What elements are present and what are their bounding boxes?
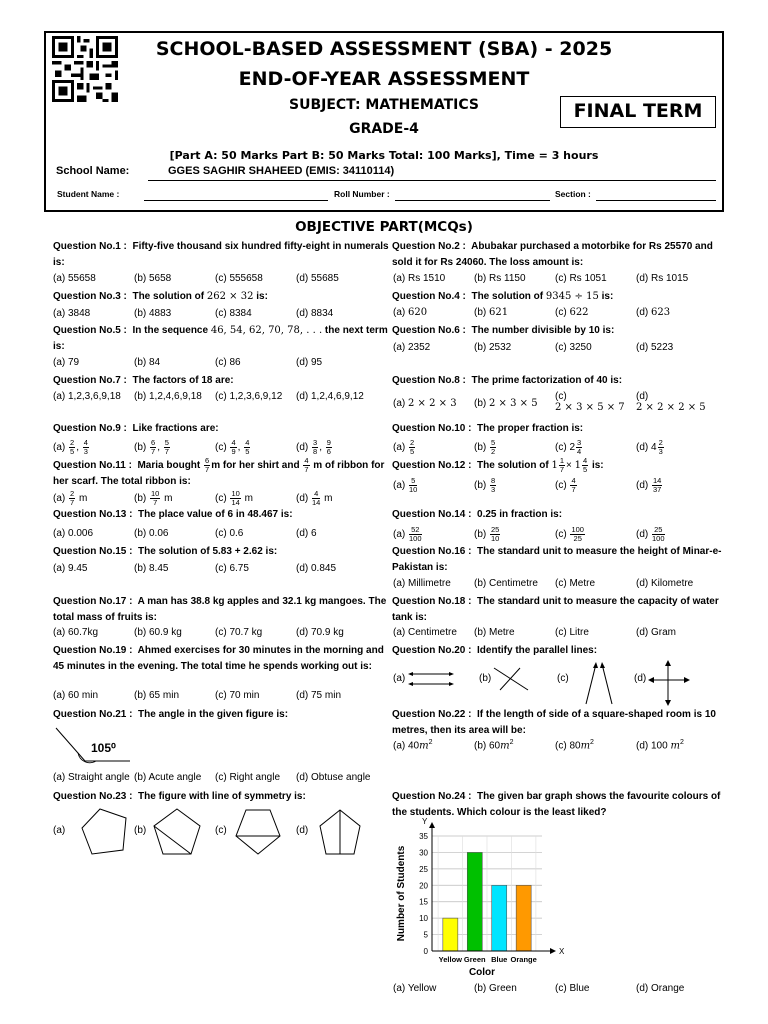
- q7-option-a[interactable]: (a) 1,2,3,6,9,18: [53, 391, 121, 402]
- question-9: Question No.9 : Like fractions are:: [53, 423, 219, 434]
- q6-option-b[interactable]: (b) 2532: [474, 342, 512, 353]
- question-13: Question No.13 : The place value of 6 in 48.467 is:: [53, 509, 293, 520]
- q16-option-d[interactable]: (d) Kilometre: [636, 578, 694, 589]
- q1-option-d[interactable]: (d) 55685: [296, 273, 339, 284]
- x-axis-name: X: [559, 947, 565, 956]
- question-22: Question No.22 : If the length of side of a square-shaped room is 10 metres, then its area will be:: [392, 709, 716, 736]
- q16-option-c[interactable]: (c) Metre: [555, 578, 595, 589]
- q4-option-c[interactable]: (c) 622: [555, 307, 589, 318]
- q4-option-a[interactable]: (a) 620: [393, 307, 428, 318]
- question-2: Question No.2 : Abubakar purchased a motorbike for Rs 25570 and sold it for Rs 24060. The loss amount is:: [392, 241, 713, 268]
- q13-option-b[interactable]: (b) 0.06: [134, 528, 169, 539]
- q23-option-b[interactable]: (b): [134, 825, 147, 836]
- q12-option-c[interactable]: (c) $\frac{4}{7}$: [555, 476, 576, 494]
- y-axis-name: Y: [422, 817, 428, 826]
- question-21: Question No.21 : The angle in the given figure is:: [53, 709, 289, 720]
- q17-option-a[interactable]: (a) 60.7kg: [53, 627, 99, 638]
- q9-option-c[interactable]: (c) $\frac{4}{9}$ , $\frac{4}{5}$: [215, 438, 250, 456]
- q10-option-c[interactable]: (c) 2 $\frac{3}{4}$: [555, 438, 582, 456]
- q6-option-d[interactable]: (d) 5223: [636, 342, 674, 353]
- q2-option-c[interactable]: (c) Rs 1051: [555, 273, 607, 284]
- x-tick-label: Green: [463, 955, 486, 964]
- y-axis-arrow: [429, 822, 435, 828]
- roll-number-field[interactable]: [395, 200, 550, 201]
- y-tick-label: 15: [419, 897, 428, 907]
- y-tick-label: 25: [419, 864, 428, 874]
- q11-option-d[interactable]: (d) $\frac{4}{14}$ m: [296, 489, 333, 507]
- q12-option-b[interactable]: (b) $\frac{8}{3}$: [474, 476, 496, 494]
- q24-option-c[interactable]: (c) Blue: [555, 983, 590, 994]
- pentagon-a-icon: [80, 808, 128, 856]
- question-12: Question No.12 : The solution of 1 $\frac{1}{7}$ × 1 $\frac{4}{5}$ is:: [392, 456, 604, 474]
- x-axis-label: Color: [468, 967, 496, 978]
- perpendicular-lines-icon: [646, 658, 692, 708]
- converging-lines-icon: [580, 660, 616, 708]
- assessment-subtitle: END-OF-YEAR ASSESSMENT: [238, 68, 530, 90]
- q19-option-c[interactable]: (c) 70 min: [215, 690, 260, 701]
- question-14: Question No.14 : 0.25 in fraction is:: [392, 509, 563, 520]
- q13-option-c[interactable]: (c) 0.6: [215, 528, 244, 539]
- q11-option-a[interactable]: (a) $\frac{2}{7}$ m: [53, 489, 88, 507]
- y-tick-label: 20: [419, 881, 428, 891]
- question-4: Question No.4 : The solution of 9345 ÷ 15 is:: [392, 291, 614, 302]
- q24-option-a[interactable]: (a) Yellow: [393, 983, 437, 994]
- y-tick-label: 5: [423, 930, 428, 940]
- q15-option-b[interactable]: (b) 8.45: [134, 563, 169, 574]
- q8-option-a[interactable]: (a) 2 × 2 × 3: [393, 398, 457, 409]
- question-3: Question No.3 : The solution of 262 × 32 is:: [53, 291, 268, 302]
- assessment-title: SCHOOL-BASED ASSESSMENT (SBA) - 2025: [155, 38, 613, 60]
- intersecting-lines-icon: [490, 664, 534, 694]
- q20-option-d[interactable]: (d): [634, 673, 647, 684]
- q18-option-a[interactable]: (a) Centimetre: [393, 627, 457, 638]
- q5-option-a[interactable]: (a) 79: [53, 357, 80, 368]
- q21-option-a[interactable]: (a) Straight angle: [53, 772, 130, 783]
- q22-option-d[interactable]: (d) 100 $m^2$: [636, 739, 684, 752]
- x-axis-arrow: [550, 948, 556, 954]
- q1-option-b[interactable]: (b) 5658: [134, 273, 172, 284]
- question-6: Question No.6 : The number divisible by 10 is:: [392, 325, 615, 336]
- q10-option-d[interactable]: (d) 4 $\frac{2}{3}$: [636, 438, 663, 456]
- section-field[interactable]: [596, 200, 716, 201]
- student-name-field[interactable]: [144, 200, 328, 201]
- q4-option-b[interactable]: (b) 621: [474, 307, 509, 318]
- question-11: Question No.11 : Maria bought $\frac{6}{7}$ m for her shirt and $\frac{4}{7}$ m of ribbon for her scarf. The total ribbon is:: [53, 456, 385, 488]
- q10-option-b[interactable]: (b) $\frac{5}{2}$: [474, 438, 496, 456]
- q22-option-c[interactable]: (c) $80m^2$: [555, 739, 594, 752]
- q10-option-a[interactable]: (a) $\frac{2}{5}$: [393, 438, 415, 456]
- q22-option-b[interactable]: (b) $60m^2$: [474, 739, 514, 752]
- q16-option-b[interactable]: (b) Centimetre: [474, 578, 538, 589]
- question-19: Question No.19 : Ahmed exercises for 30 minutes in the morning and 45 minutes in the evening. The total time he spends working out is:: [53, 645, 384, 672]
- question-16: Question No.16 : The standard unit to measure the height of Minar-e-Pakistan is:: [392, 546, 722, 573]
- q5-option-c[interactable]: (c) 86: [215, 357, 241, 368]
- grade-label: GRADE-4: [349, 121, 419, 137]
- question-15: Question No.15 : The solution of 5.83 + 2.62 is:: [53, 546, 278, 557]
- q3-option-d[interactable]: (d) 8834: [296, 308, 334, 319]
- y-axis-label: Number of Students: [396, 845, 407, 942]
- q19-option-a[interactable]: (a) 60 min: [53, 690, 99, 701]
- q14-option-a[interactable]: (a) $\frac{52}{100}$: [393, 525, 422, 543]
- pentagon-c-icon: [234, 808, 282, 856]
- q24-option-d[interactable]: (d) Orange: [636, 983, 685, 994]
- q20-option-a[interactable]: (a): [393, 673, 406, 684]
- q8-option-b[interactable]: (b) 2 × 3 × 5: [474, 398, 538, 409]
- q6-option-a[interactable]: (a) 2352: [393, 342, 431, 353]
- q15-option-a[interactable]: (a) 9.45: [53, 563, 88, 574]
- bar-blue: [492, 885, 507, 951]
- q12-option-d[interactable]: (d) $\frac{14}{37}$: [636, 476, 662, 494]
- q23-option-c[interactable]: (c): [215, 825, 227, 836]
- q9-option-b[interactable]: (b) $\frac{6}{7}$ , $\frac{5}{7}$: [134, 438, 169, 456]
- q9-option-d[interactable]: (d) $\frac{3}{8}$ , $\frac{9}{6}$: [296, 438, 331, 456]
- angle-label: 105⁰: [91, 741, 116, 755]
- q22-option-a[interactable]: (a) $40m^2$: [393, 739, 433, 752]
- q14-option-d[interactable]: (d) $\frac{25}{100}$: [636, 525, 665, 543]
- question-8: Question No.8 : The prime factorization of 40 is:: [392, 375, 623, 386]
- subject-label: SUBJECT: MATHEMATICS: [289, 97, 479, 113]
- q12-option-a[interactable]: (a) $\frac{5}{10}$: [393, 476, 418, 494]
- question-23: Question No.23 : The figure with line of symmetry is:: [53, 791, 306, 802]
- bar-chart: [392, 816, 572, 978]
- q21-option-c[interactable]: (c) Right angle: [215, 772, 281, 783]
- q1-option-c[interactable]: (c) 555658: [215, 273, 263, 284]
- school-name-line: [148, 180, 716, 181]
- q6-option-c[interactable]: (c) 3250: [555, 342, 592, 353]
- q14-option-b[interactable]: (b) $\frac{25}{10}$: [474, 525, 500, 543]
- question-1: Question No.1 : Fifty-five thousand six hundred fifty-eight in numerals is:: [53, 241, 389, 268]
- bar-green: [467, 852, 482, 951]
- q3-option-b[interactable]: (b) 4883: [134, 308, 172, 319]
- q2-option-d[interactable]: (d) Rs 1015: [636, 273, 689, 284]
- y-tick-label: 10: [419, 914, 428, 924]
- q21-option-d[interactable]: (d) Obtuse angle: [296, 772, 371, 783]
- q20-option-b[interactable]: (b): [479, 673, 492, 684]
- q15-option-d[interactable]: (d) 0.845: [296, 563, 337, 574]
- pentagon-b-icon: [152, 808, 202, 856]
- question-5: Question No.5 : In the sequence 46, 54, 62, 70, 78, . . . the next term is:: [53, 325, 388, 352]
- section-title: OBJECTIVE PART(MCQs): [295, 219, 473, 235]
- final-term-box: FINAL TERM: [560, 96, 716, 128]
- q17-option-c[interactable]: (c) 70.7 kg: [215, 627, 263, 638]
- q11-option-c[interactable]: (c) $\frac{10}{14}$ m: [215, 489, 253, 507]
- school-name-label: School Name:: [56, 165, 130, 177]
- y-tick-label: 30: [419, 848, 428, 858]
- q23-option-a[interactable]: (a): [53, 825, 66, 836]
- q7-option-b[interactable]: (b) 1,2,4,6,9,18: [134, 391, 202, 402]
- q23-option-d[interactable]: (d): [296, 825, 309, 836]
- student-name-label: Student Name :: [57, 189, 120, 199]
- q21-option-b[interactable]: (b) Acute angle: [134, 772, 202, 783]
- q24-option-b[interactable]: (b) Green: [474, 983, 517, 994]
- marks-info: [Part A: 50 Marks Part B: 50 Marks Total: 100 Marks], Time = 3 hours: [169, 149, 599, 162]
- q15-option-c[interactable]: (c) 6.75: [215, 563, 249, 574]
- q20-option-c[interactable]: (c): [557, 673, 569, 684]
- q17-option-d[interactable]: (d) 70.9 kg: [296, 627, 344, 638]
- q19-option-d[interactable]: (d) 75 min: [296, 690, 342, 701]
- q1-option-a[interactable]: (a) 55658: [53, 273, 96, 284]
- y-tick-label: 0: [423, 947, 428, 956]
- school-name-value: GGES SAGHIR SHAHEED (EMIS: 34110114): [168, 165, 395, 177]
- pentagon-d-icon: [316, 808, 364, 856]
- q2-option-a[interactable]: (a) Rs 1510: [393, 273, 446, 284]
- q19-option-b[interactable]: (b) 65 min: [134, 690, 180, 701]
- question-20: Question No.20 : Identify the parallel lines:: [392, 645, 598, 656]
- x-tick-label: Orange: [510, 955, 537, 964]
- question-7: Question No.7 : The factors of 18 are:: [53, 375, 234, 386]
- q11-option-b[interactable]: (b) $\frac{10}{7}$ m: [134, 489, 173, 507]
- section-label: Section :: [555, 189, 591, 199]
- q8-option-d[interactable]: (d) 2 × 2 × 2 × 5: [636, 391, 706, 413]
- q18-option-b[interactable]: (b) Metre: [474, 627, 515, 638]
- q17-option-b[interactable]: (b) 60.9 kg: [134, 627, 182, 638]
- x-tick-label: Yellow: [438, 955, 463, 964]
- q3-option-c[interactable]: (c) 8384: [215, 308, 252, 319]
- question-10: Question No.10 : The proper fraction is:: [392, 423, 584, 434]
- q7-option-c[interactable]: (c) 1,2,3,6,9,12: [215, 391, 283, 402]
- q5-option-d[interactable]: (d) 95: [296, 357, 323, 368]
- q4-option-d[interactable]: (d) 623: [636, 307, 671, 318]
- question-24: Question No.24 : The given bar graph shows the favourite colours of the students. Which colour is the least liked?: [392, 791, 721, 818]
- q7-option-d[interactable]: (d) 1,2,4,6,9,12: [296, 391, 364, 402]
- q13-option-a[interactable]: (a) 0.006: [53, 528, 94, 539]
- q3-option-a[interactable]: (a) 3848: [53, 308, 91, 319]
- bar-orange: [516, 885, 531, 951]
- y-tick-label: 35: [419, 832, 428, 841]
- q14-option-c[interactable]: (c) $\frac{100}{25}$: [555, 525, 584, 543]
- bar-yellow: [443, 918, 458, 951]
- q18-option-d[interactable]: (d) Gram: [636, 627, 676, 638]
- question-18: Question No.18 : The standard unit to measure the capacity of water tank is:: [392, 596, 719, 623]
- question-17: Question No.17 : A man has 38.8 kg apples and 32.1 kg mangoes. The total mass of fruits is:: [53, 596, 387, 623]
- q13-option-d[interactable]: (d) 6: [296, 528, 317, 539]
- x-tick-label: Blue: [491, 955, 508, 964]
- roll-number-label: Roll Number :: [334, 189, 390, 199]
- parallel-lines-icon: [406, 667, 456, 691]
- q16-option-a[interactable]: (a) Millimetre: [393, 578, 451, 589]
- q9-option-a[interactable]: (a) $\frac{2}{5}$ , $\frac{4}{3}$: [53, 438, 88, 456]
- q8-option-c[interactable]: (c) 2 × 3 × 5 × 7: [555, 391, 625, 413]
- q18-option-c[interactable]: (c) Litre: [555, 627, 589, 638]
- q2-option-b[interactable]: (b) Rs 1150: [474, 273, 526, 284]
- q5-option-b[interactable]: (b) 84: [134, 357, 161, 368]
